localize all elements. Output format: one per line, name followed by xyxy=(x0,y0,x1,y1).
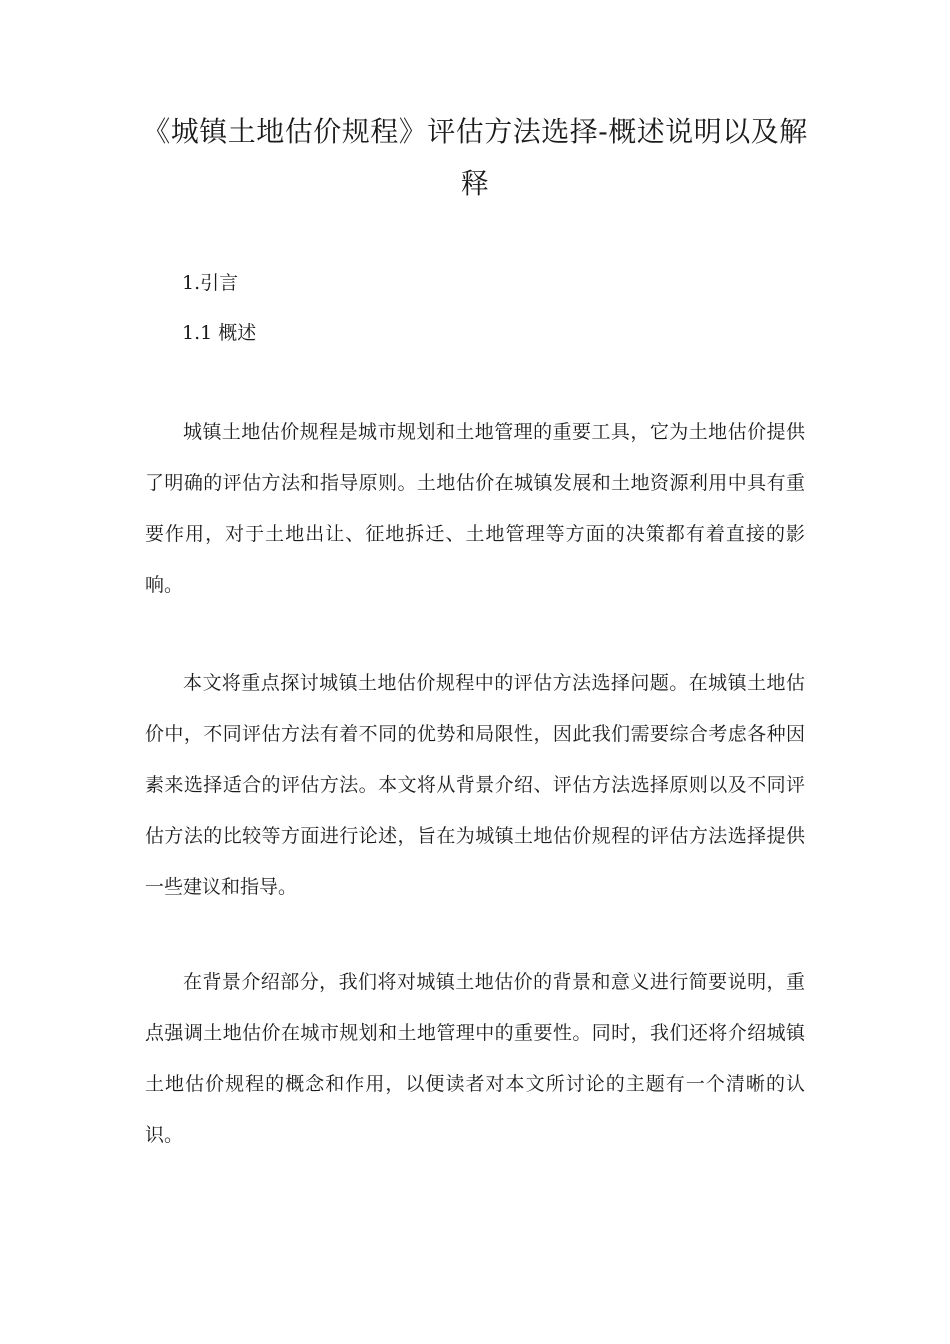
paragraph-overview: 城镇土地估价规程是城市规划和土地管理的重要工具，它为土地估价提供了明确的评估方法和指导原则。土地估价在城镇发展和土地资源利用中具有重要作用，对于土地出让、征地拆迁、土地管理等方面的决策都有着直接的影响。 xyxy=(145,421,805,596)
paragraph-focus: 本文将重点探讨城镇土地估价规程中的评估方法选择问题。在城镇土地估价中，不同评估方法有着不同的优势和局限性，因此我们需要综合考虑各种因素来选择适合的评估方法。本文将从背景介绍、评估方法选择原则以及不同评估方法的比较等方面进行论述，旨在为城镇土地估价规程的评估方法选择提供一些建议和指导。 xyxy=(145,672,805,898)
paragraph-background: 在背景介绍部分，我们将对城镇土地估价的背景和意义进行简要说明，重点强调土地估价在城市规划和土地管理中的重要性。同时，我们还将介绍城镇土地估价规程的概念和作用，以便读者对本文所讨论的主题有一个清晰的认识。 xyxy=(145,971,805,1146)
document-title: 《城镇土地估价规程》评估方法选择-概述说明以及解释 xyxy=(142,115,808,200)
subsection-heading: 1.1 概述 xyxy=(182,322,257,344)
section-heading: 1.引言 xyxy=(182,272,239,294)
